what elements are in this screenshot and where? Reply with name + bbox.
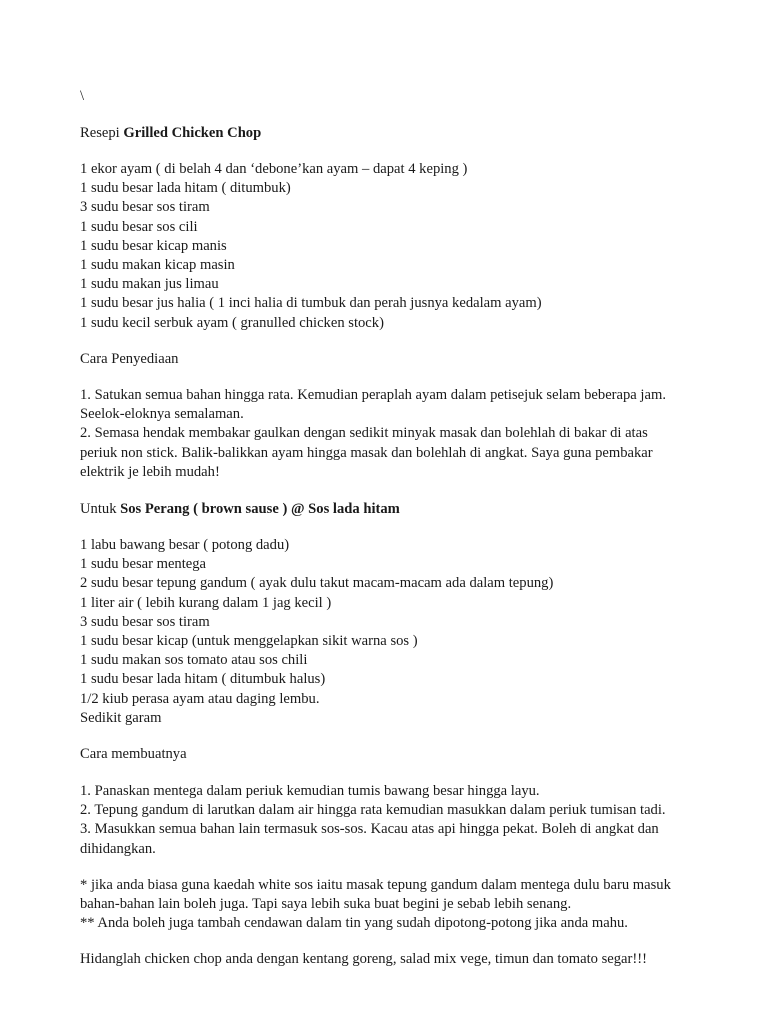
- method-heading: Cara membuatnya: [80, 746, 187, 762]
- ingredient-item: 3 sudu besar sos tiram: [80, 199, 210, 216]
- method-steps: [80, 782, 720, 859]
- ingredient-item: 1 sudu besar kicap manis: [80, 237, 227, 254]
- note-line: bahan-bahan lain boleh juga. Tapi saya lebih suka buat begini je sebab lebih senang.: [80, 896, 572, 913]
- sauce-ingredient-item: 1/2 kiub perasa ayam atau daging lembu.: [80, 690, 320, 707]
- backslash-mark: \: [80, 88, 85, 104]
- sauce-ingredient-item: 3 sudu besar sos tiram: [80, 613, 210, 630]
- recipe-title: [80, 124, 720, 143]
- prep-step: [80, 424, 720, 482]
- ingredient-item: 1 sudu besar jus halia ( 1 inci halia di tumbuk dan perah jusnya kedalam ayam): [80, 295, 542, 312]
- sauce-ingredient-item: 1 sudu besar kicap (untuk menggelapkan sikit warna sos ): [80, 633, 418, 650]
- ingredient-item: 1 sudu besar sos cili: [80, 218, 198, 235]
- method-step-line: 2. Tepung gandum di larutkan dalam air hingga rata kemudian masukkan dalam periuk tumisan tadi.: [80, 802, 666, 819]
- sauce-ingredient-item: Sedikit garam: [80, 709, 162, 726]
- note-line: ** Anda boleh juga tambah cendawan dalam tin yang sudah dipotong-potong jika anda mahu.: [80, 915, 628, 932]
- note-line: * jika anda biasa guna kaedah white sos iaitu masak tepung gandum dalam mentega dulu baru masuk: [80, 877, 671, 893]
- ingredient-item: 1 sudu besar lada hitam ( ditumbuk): [80, 180, 291, 197]
- sauce-ingredient-item: 1 labu bawang besar ( potong dadu): [80, 537, 290, 553]
- sauce-ingredient-item: 1 sudu makan sos tomato atau sos chili: [80, 652, 308, 669]
- prep-step-line: 1. Satukan semua bahan hingga rata. Kemudian peraplah ayam dalam petisejuk selam beberapa jam.: [80, 387, 666, 403]
- sauce-title-prefix: Untuk: [80, 501, 121, 517]
- method-step-line: 3. Masukkan semua bahan lain termasuk sos-sos. Kacau atas api hingga pekat. Boleh di angkat dan: [80, 821, 659, 838]
- sauce-title: [80, 500, 720, 519]
- prep-heading: Cara Penyediaan: [80, 351, 179, 367]
- prep-step: [80, 386, 720, 424]
- sauce-ingredient-item: 1 liter air ( lebih kurang dalam 1 jag kecil ): [80, 594, 332, 611]
- sauce-ingredient-item: 2 sudu besar tepung gandum ( ayak dulu takut macam-macam ada dalam tepung): [80, 575, 554, 592]
- ingredient-item: 1 sudu makan jus limau: [80, 276, 219, 293]
- prep-step-line: periuk non stick. Balik-balikkan ayam hingga masak dan bolehlah di angkat. Saya guna pembakar: [80, 444, 653, 461]
- sauce-ingredients-list: [80, 536, 720, 728]
- prep-step-line: Seelok-eloknya semalaman.: [80, 406, 244, 423]
- prep-step-line: 2. Semasa hendak membakar gaulkan dengan sedikit minyak masak dan bolehlah di bakar di atas: [80, 425, 648, 442]
- method-step-line: 1. Panaskan mentega dalam periuk kemudian tumis bawang besar hingga layu.: [80, 783, 540, 799]
- recipe-title-bold: Grilled Chicken Chop: [123, 125, 262, 141]
- ingredient-item: 1 sudu kecil serbuk ayam ( granulled chicken stock): [80, 314, 384, 331]
- ingredient-item: 1 ekor ayam ( di belah 4 dan ‘debone’kan ayam – dapat 4 keping ): [80, 161, 468, 177]
- sauce-title-bold: Sos Perang ( brown sause ) @ Sos lada hitam: [120, 501, 400, 517]
- method-step-line: dihidangkan.: [80, 840, 156, 857]
- sauce-ingredient-item: 1 sudu besar mentega: [80, 556, 207, 573]
- sauce-ingredient-item: 1 sudu besar lada hitam ( ditumbuk halus): [80, 671, 326, 688]
- closing-line: Hidanglah chicken chop anda dengan kentang goreng, salad mix vege, timun dan tomato segar!!!: [80, 951, 647, 967]
- ingredient-item: 1 sudu makan kicap masin: [80, 257, 235, 274]
- ingredients-list: [80, 160, 720, 333]
- recipe-title-prefix: Resepi: [80, 125, 124, 141]
- prep-steps: [80, 386, 720, 482]
- notes: [80, 876, 720, 934]
- prep-step-line: elektrik je lebih mudah!: [80, 463, 220, 480]
